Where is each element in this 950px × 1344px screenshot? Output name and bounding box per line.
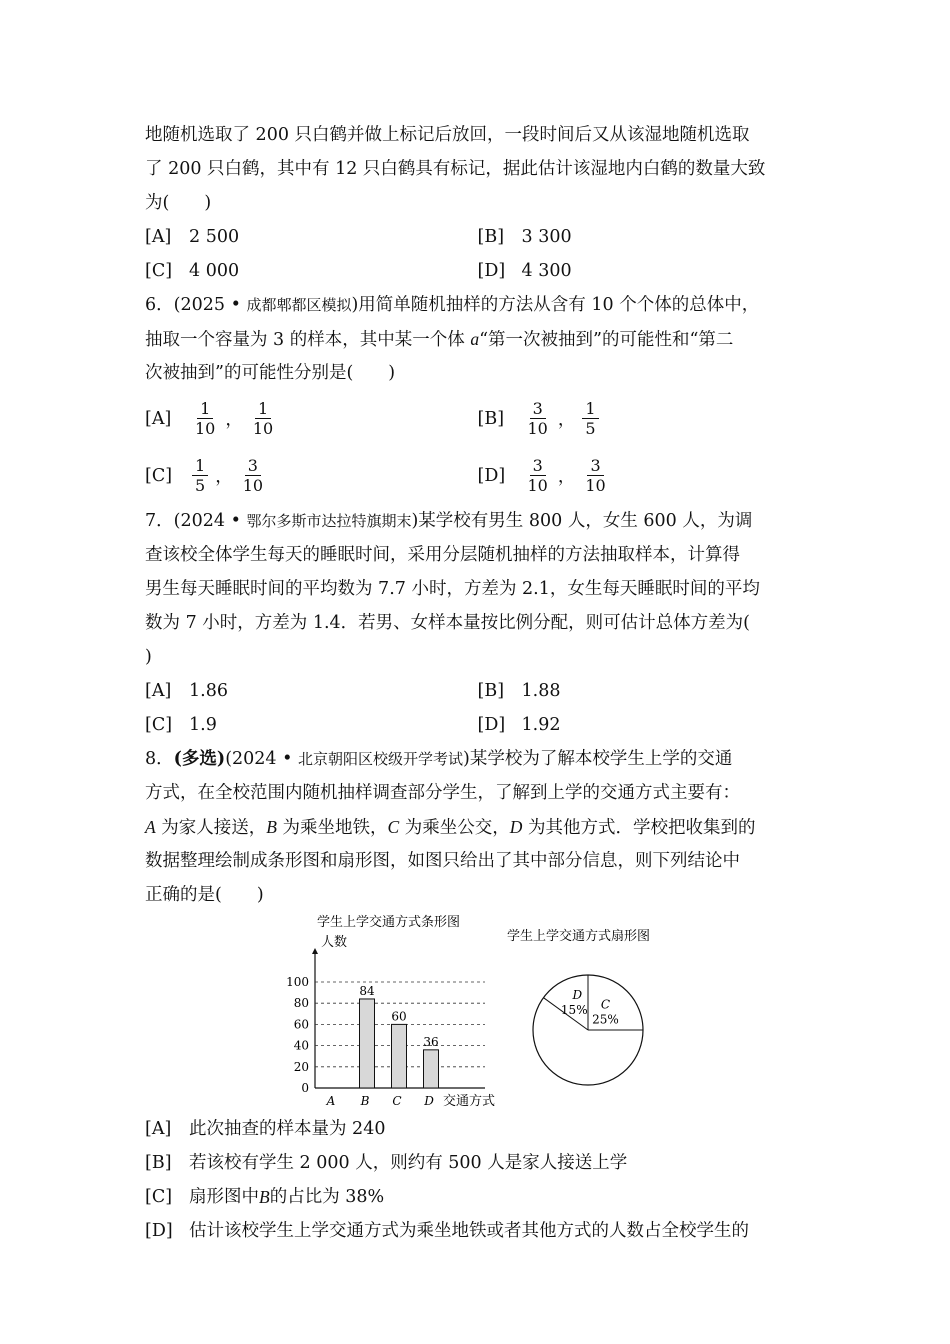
q5-option-a[interactable]: [145, 220, 478, 254]
q6-line-3: 次被抽到”的可能性分别是( ): [145, 363, 396, 383]
q7-source-dot: •: [225, 511, 247, 531]
denominator: 10: [527, 419, 548, 438]
q6-option-a[interactable]: [145, 399, 478, 438]
option-label: [B]: [145, 1153, 172, 1173]
option-text: 1.92: [521, 715, 561, 735]
q8-text: 为家人接送，: [155, 818, 267, 838]
q5-line-1: 地随机选取了 200 只白鹤并做上标记后放回，一段时间后又从该湿地随机选取: [145, 125, 750, 145]
option-text: 4 300: [521, 261, 572, 281]
q8-source-dot: •: [276, 749, 299, 769]
option-text: 3 300: [521, 227, 572, 247]
q7-options-row-2: [145, 708, 810, 742]
var-c: C: [387, 817, 400, 837]
bar-chart-ylabel: 人数: [321, 935, 348, 950]
numerator: 3: [530, 456, 546, 476]
bar-data-label: 60: [391, 1009, 407, 1024]
q6-source-name: 成都郫都区模拟: [246, 296, 352, 314]
y-tick-label: 20: [293, 1059, 309, 1074]
q7-source-open: (2024: [173, 511, 226, 531]
q6-source-open: (2025: [173, 295, 226, 315]
denominator: 5: [585, 419, 596, 438]
q6-options-row-2: [145, 447, 810, 504]
q8-option-b[interactable]: [145, 1146, 810, 1180]
q8-option-c[interactable]: [145, 1180, 810, 1214]
q8-line-3: [145, 810, 810, 844]
option-label: [D]: [477, 465, 506, 486]
var-d: D: [509, 817, 523, 837]
q8-line-2: 方式，在全校范围内随机抽样调查部分学生，了解到上学的交通方式主要有：: [145, 783, 740, 803]
q6-option-c[interactable]: [145, 456, 478, 495]
q8-text: 为乘坐地铁，: [276, 818, 388, 838]
y-tick-label: 80: [293, 996, 309, 1011]
denominator: 10: [195, 419, 216, 438]
option-text: 1.9: [189, 715, 217, 735]
var-b: B: [266, 817, 277, 837]
q6-option-d[interactable]: [478, 456, 811, 495]
q8-source-open: (2024: [225, 749, 277, 769]
y-tick-label: 40: [293, 1038, 309, 1053]
fraction: [250, 399, 276, 438]
q6-number: 6．: [145, 295, 174, 315]
q8-figure: [145, 912, 810, 1112]
comma: ，: [225, 410, 243, 430]
q8-text: 为乘坐公交，: [399, 818, 510, 838]
y-tick-label: 0: [301, 1081, 309, 1095]
q7-line-5: ): [145, 647, 152, 667]
q6-text: “第一次被抽到”的可能性和“第二: [479, 330, 734, 350]
option-text: 若该校有学生 2 000 人，则约有 500 人是家人接送上学: [189, 1153, 628, 1173]
denominator: 10: [242, 476, 264, 495]
q8-line-5: 正确的是( ): [145, 885, 264, 905]
option-text: 此次抽查的样本量为 240: [189, 1119, 386, 1139]
option-text: 4 000: [189, 261, 240, 281]
bar-b: [360, 999, 375, 1088]
q5-options-row-1: [145, 220, 810, 254]
q8-line-4: 数据整理绘制成条形图和扇形图，如图只给出了其中部分信息，则下列结论中: [145, 851, 740, 871]
document-page: [145, 118, 810, 1248]
numerator: 1: [582, 399, 598, 419]
option-label: [B]: [477, 681, 505, 701]
q6-option-b[interactable]: [478, 399, 811, 438]
q8-number: 8．: [145, 749, 174, 769]
fraction: [525, 399, 551, 438]
q5-line-2: 了 200 只白鹤，其中有 12 只白鹤具有标记，据此估计该湿地内白鹤的数量大致: [145, 159, 766, 179]
bar-chart: [286, 914, 495, 1109]
comma: ，: [557, 410, 576, 430]
q6-text: 抽取一个容量为 3 的样本，其中某一个体: [145, 330, 471, 350]
q7-option-c[interactable]: [145, 708, 478, 742]
option-label: [A]: [145, 227, 172, 247]
q8-source-name: 北京朝阳区校级开学考试: [298, 750, 464, 768]
fraction: [582, 456, 608, 495]
q7-line-1: [145, 504, 810, 538]
option-label: [C]: [145, 261, 173, 281]
numerator: 3: [587, 456, 603, 476]
q7-options-row-1: [145, 674, 810, 708]
q7-line-2: 查该校全体学生每天的睡眠时间，采用分层随机抽样的方法抽取样本，计算得: [145, 545, 740, 565]
q6-text: )用简单随机抽样的方法从含有 10 个个体的总体中，: [351, 295, 760, 315]
q6-source-dot: •: [225, 295, 247, 315]
x-tick-label: D: [424, 1094, 434, 1108]
fraction: [525, 456, 551, 495]
y-axis-arrow: [312, 948, 318, 954]
q7-number: 7．: [145, 511, 174, 531]
q7-line-3: 男生每天睡眠时间的平均数为 7.7 小时，方差为 2.1，女生每天睡眠时间的平均: [145, 579, 760, 599]
option-text: 1.86: [189, 681, 228, 701]
slice-d-label: D: [572, 988, 583, 1003]
q8-text: )某学校为了解本校学生上学的交通: [463, 749, 733, 769]
comma: ，: [557, 467, 576, 487]
fraction: [240, 456, 266, 495]
numerator: 3: [245, 456, 261, 476]
q5-line-3: 为( ): [145, 193, 212, 213]
var-a: A: [145, 817, 156, 837]
denominator: 10: [585, 476, 606, 495]
x-tick-label: A: [326, 1094, 336, 1108]
option-label: [C]: [145, 1187, 173, 1207]
q7-source-name: 鄂尔多斯市达拉特旗期末: [246, 512, 412, 530]
numerator: 1: [197, 399, 213, 419]
option-variable: B: [259, 1187, 270, 1207]
q7-option-d[interactable]: [478, 708, 811, 742]
option-label: [A]: [145, 408, 172, 429]
q8-multi-select-tag: (多选): [173, 749, 226, 769]
option-text: 2 500: [189, 227, 240, 247]
option-text: 1.88: [521, 681, 561, 701]
bar-data-label: 84: [359, 983, 375, 998]
fraction: [192, 399, 218, 438]
q8-text: 为其他方式．学校把收集到的: [522, 818, 756, 838]
bar-chart-xlabel: 交通方式: [443, 1094, 496, 1109]
bar-chart-title: 学生上学交通方式条形图: [317, 915, 461, 930]
comma: ，: [215, 467, 233, 487]
option-text: 扇形图中: [189, 1187, 259, 1207]
q7-text: )某学校有男生 800 人，女生 600 人，为调: [411, 511, 753, 531]
y-tick-label: 100: [286, 975, 309, 989]
fraction: [192, 456, 208, 495]
q7-line-4: 数为 7 小时，方差为 1.4．若男、女样本量按比例分配，则可估计总体方差为(: [145, 613, 750, 633]
option-label: [C]: [145, 715, 173, 735]
bar-c: [392, 1024, 407, 1088]
option-label: [C]: [145, 465, 173, 486]
q6-options-row-1: [145, 390, 810, 447]
q5-options-row-2: [145, 254, 810, 288]
q8-line-1: [145, 742, 810, 776]
bar-d: [424, 1050, 439, 1088]
numerator: 1: [192, 456, 208, 476]
option-text: 的占比为 38%: [269, 1187, 385, 1207]
numerator: 3: [530, 399, 546, 419]
option-label: [D]: [145, 1221, 173, 1241]
slice-c-label: C: [600, 997, 611, 1012]
denominator: 5: [195, 476, 206, 495]
q6-line-1: [145, 288, 810, 322]
q5-option-b[interactable]: [478, 220, 811, 254]
q7-option-b[interactable]: [478, 674, 811, 708]
option-label: [A]: [145, 681, 172, 701]
numerator: 1: [255, 399, 271, 419]
denominator: 10: [252, 419, 274, 438]
y-tick-label: 60: [293, 1017, 309, 1032]
slice-d-value: 15%: [560, 1003, 588, 1018]
x-tick-label: B: [360, 1094, 370, 1108]
option-label: [B]: [477, 408, 505, 429]
q8-figure-svg: [145, 912, 810, 1112]
denominator: 10: [527, 476, 548, 495]
fraction: [582, 399, 598, 438]
q8-option-a[interactable]: [145, 1112, 810, 1146]
slice-c-value: 25%: [592, 1012, 619, 1027]
q7-option-a[interactable]: [145, 674, 478, 708]
option-label: [D]: [477, 715, 506, 735]
q5-option-c[interactable]: [145, 254, 478, 288]
pie-chart: [507, 928, 650, 1085]
bar-data-label: 36: [423, 1034, 439, 1049]
x-tick-label: C: [392, 1094, 402, 1108]
option-label: [B]: [477, 227, 505, 247]
option-label: [D]: [477, 261, 506, 281]
option-text: 估计该校学生上学交通方式为乘坐地铁或者其他方式的人数占全校学生的: [189, 1221, 749, 1241]
q8-option-d[interactable]: [145, 1214, 810, 1248]
pie-chart-title: 学生上学交通方式扇形图: [507, 929, 651, 944]
q5-option-d[interactable]: [478, 254, 811, 288]
q6-line-2: [145, 322, 810, 356]
option-label: [A]: [145, 1119, 172, 1139]
q6-variable: a: [470, 329, 480, 349]
